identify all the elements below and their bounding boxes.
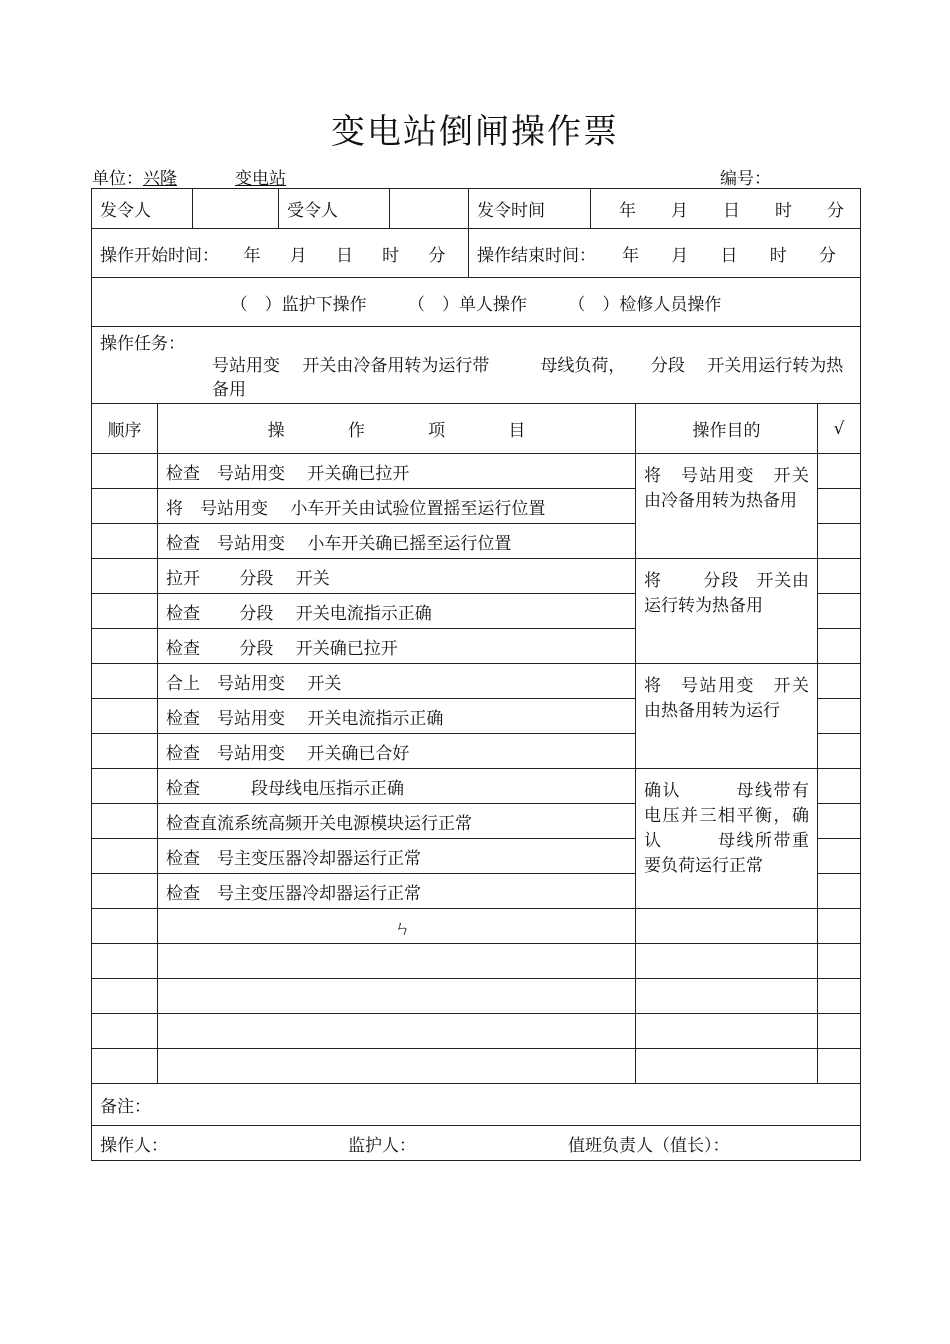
step-item: 检查 分段 开关确已拉开 [158,629,636,664]
purpose-cell[interactable] [636,909,818,944]
issue-time-label: 发令时间 [469,189,591,229]
mode-maintenance-option[interactable]: （ ）检修人员操作 [568,294,722,315]
time-day: 日 [335,245,353,266]
purpose-cell: 将 号站用变 开关由冷备用转为热备用 [636,454,818,559]
table-row [92,909,861,944]
table-row [92,944,861,979]
table-row [92,1014,861,1049]
time-year: 年 [622,245,640,266]
check-cell[interactable] [818,839,861,874]
step-item: 检查 号站用变 开关确已合好 [158,734,636,769]
step-item: 检查 号主变压器冷却器运行正常 [158,839,636,874]
purpose-cell[interactable] [636,979,818,1014]
check-cell[interactable] [818,594,861,629]
time-year: 年 [243,245,261,266]
order-cell[interactable] [92,699,158,734]
issuer-label: 发令人 [92,189,193,229]
start-time-label: 操作开始时间： [100,245,219,266]
steps-header-row [92,404,861,454]
order-header: 顺序 [92,404,158,454]
check-cell[interactable] [818,489,861,524]
check-cell[interactable] [818,804,861,839]
supervisor-label: 监护人： [348,1135,416,1156]
order-cell[interactable] [92,594,158,629]
check-cell[interactable] [818,874,861,909]
order-row [92,189,861,229]
check-cell[interactable] [818,524,861,559]
step-item: 检查 号站用变 开关确已拉开 [158,454,636,489]
order-cell[interactable] [92,1049,158,1084]
step-item: 检查 号主变压器冷却器运行正常 [158,874,636,909]
start-time-field[interactable] [92,229,469,278]
receiver-field[interactable] [390,189,469,229]
order-cell[interactable] [92,979,158,1014]
order-cell[interactable] [92,769,158,804]
table-row [92,664,861,699]
stray-mark: ㄣ [394,918,411,939]
step-item: 拉开 分段 开关 [158,559,636,594]
table-row [92,559,861,594]
step-item: 检查 分段 开关电流指示正确 [158,594,636,629]
issuer-field[interactable] [193,189,279,229]
step-item: 检查 段母线电压指示正确 [158,769,636,804]
step-item[interactable] [158,944,636,979]
time-day: 日 [723,201,740,221]
remark-field[interactable] [92,1084,861,1126]
order-cell[interactable] [92,559,158,594]
table-row [92,979,861,1014]
purpose-cell[interactable] [636,1014,818,1049]
task-text: 号站用变 开关由冷备用转为运行带 母线负荷， 分段 开关用运行转为热备用 [212,356,844,400]
purpose-cell[interactable] [636,1049,818,1084]
step-item[interactable] [158,909,636,944]
check-cell[interactable] [818,909,861,944]
order-cell[interactable] [92,874,158,909]
order-cell[interactable] [92,839,158,874]
order-cell[interactable] [92,804,158,839]
time-minute: 分 [428,245,446,266]
task-row [92,327,861,404]
order-cell[interactable] [92,489,158,524]
order-cell[interactable] [92,1014,158,1049]
time-month: 月 [289,245,307,266]
order-cell[interactable] [92,454,158,489]
check-cell[interactable] [818,734,861,769]
unit-line [92,164,286,189]
time-minute: 分 [827,201,844,221]
purpose-header: 操作目的 [636,404,818,454]
unit-name: 兴隆 变电站 [143,169,286,189]
unit-label: 单位： [92,169,143,189]
remark-label: 备注： [100,1097,151,1117]
operator-label: 操作人： [100,1135,168,1156]
signature-row [92,1126,861,1161]
order-cell[interactable] [92,524,158,559]
check-cell[interactable] [818,1049,861,1084]
item-header: 操 作 项 目 [158,404,636,454]
purpose-cell: 将 号站用变 开关由热备用转为运行 [636,664,818,769]
check-cell[interactable] [818,1014,861,1049]
step-item: 合上 号站用变 开关 [158,664,636,699]
check-cell[interactable] [818,559,861,594]
time-year: 年 [619,201,636,221]
operation-ticket-table [91,188,861,1161]
table-row [92,1049,861,1084]
page-title: 变电站倒闸操作票 [331,112,619,152]
end-time-field[interactable] [469,229,861,278]
check-header: √ [818,404,861,454]
step-item[interactable] [158,1014,636,1049]
time-minute: 分 [818,245,836,266]
order-cell[interactable] [92,909,158,944]
purpose-cell[interactable] [636,944,818,979]
check-cell[interactable] [818,664,861,699]
step-item[interactable] [158,979,636,1014]
time-month: 月 [671,245,689,266]
step-item: 检查 号站用变 开关电流指示正确 [158,699,636,734]
mode-supervised-option[interactable]: （ ）监护下操作 [230,294,367,315]
order-cell[interactable] [92,664,158,699]
mode-single-option[interactable]: （ ）单人操作 [408,294,527,315]
task-label: 操作任务： [100,334,185,354]
table-row [92,454,861,489]
issue-time-field[interactable] [591,189,861,229]
check-cell[interactable] [818,629,861,664]
mode-row [92,278,861,327]
step-item[interactable] [158,1049,636,1084]
order-cell[interactable] [92,944,158,979]
number-field[interactable] [771,170,857,189]
order-cell[interactable] [92,734,158,769]
end-time-label: 操作结束时间： [477,245,596,266]
remark-row [92,1084,861,1126]
purpose-cell: 将 分段 开关由运行转为热备用 [636,559,818,664]
table-row [92,769,861,804]
time-month: 月 [671,201,688,221]
time-day: 日 [720,245,738,266]
purpose-cell: 确认 母线带有电压并三相平衡，确认 母线所带重要负荷运行正常 [636,769,818,909]
check-cell[interactable] [818,944,861,979]
step-item: 检查直流系统高频开关电源模块运行正常 [158,804,636,839]
chief-label: 值班负责人（值长）： [568,1135,730,1156]
step-item: 将 号站用变 小车开关由试验位置摇至运行位置 [158,489,636,524]
check-cell[interactable] [818,769,861,804]
check-cell[interactable] [818,979,861,1014]
time-hour: 时 [775,201,792,221]
check-cell[interactable] [818,454,861,489]
time-row [92,229,861,278]
check-cell[interactable] [818,699,861,734]
number-line [720,164,857,189]
time-hour: 时 [769,245,787,266]
receiver-label: 受令人 [279,189,390,229]
order-cell[interactable] [92,629,158,664]
number-label: 编号： [720,169,771,189]
time-hour: 时 [382,245,400,266]
step-item: 检查 号站用变 小车开关确已摇至运行位置 [158,524,636,559]
